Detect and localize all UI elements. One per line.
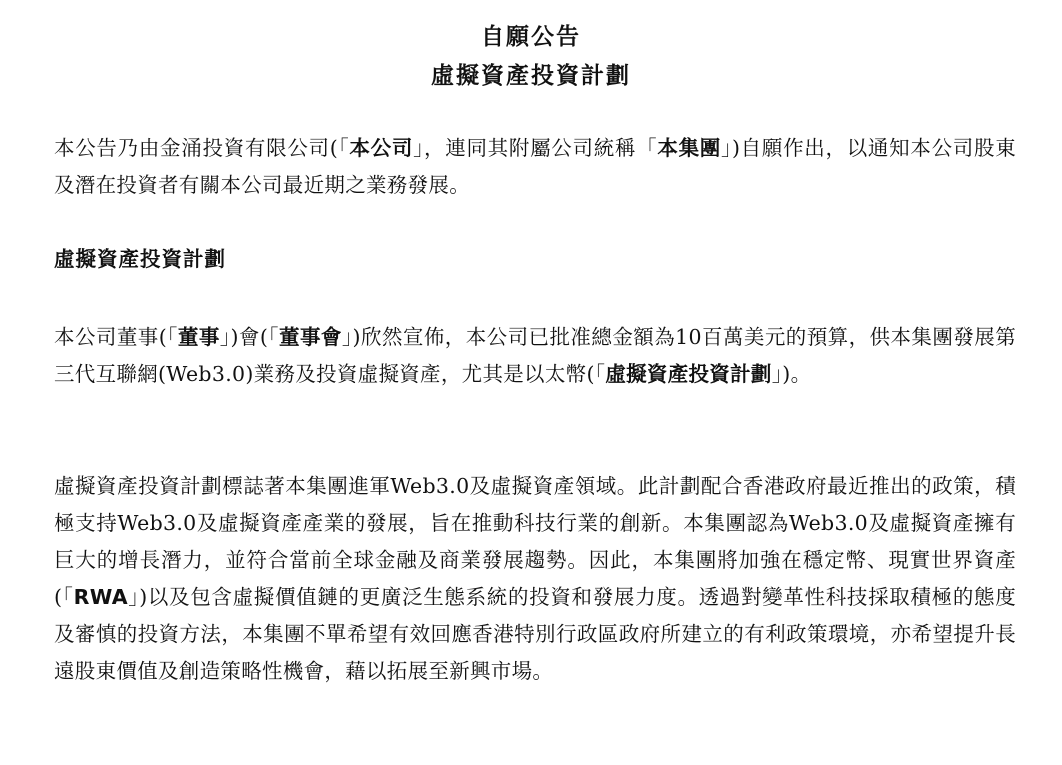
para2-defined-term-board: 董事會 bbox=[279, 325, 342, 349]
intro-text-3: 」)自願作出，以通知本公司股東及潛在投資者有關本公司最近期之業務發展。 bbox=[54, 136, 1017, 197]
announcement-subtitle: 虛擬資產投資計劃 bbox=[431, 63, 631, 89]
para2-text-1: 本公司董事(「 bbox=[54, 325, 178, 349]
intro-paragraph bbox=[54, 130, 1016, 204]
para2-text-2: 」)會(「 bbox=[219, 325, 279, 349]
board-announcement-paragraph bbox=[54, 319, 1016, 393]
announcement-title: 自願公告 bbox=[481, 24, 581, 50]
para2-defined-term-plan: 虛擬資產投資計劃 bbox=[605, 362, 772, 386]
intro-defined-term-group: 本集團 bbox=[657, 136, 721, 160]
para3-defined-term-rwa: RWA bbox=[73, 585, 128, 609]
intro-text-1: 本公告乃由金涌投資有限公司(「 bbox=[54, 136, 350, 160]
para2-text-3: 」)欣然宣佈，本公司已批准總金額為10百萬美元的預算，供本集團發展第三代互聯網(Web3.0)業務及投資虛擬資產，尤其是以太幣(「 bbox=[54, 325, 1017, 386]
para2-defined-term-directors: 董事 bbox=[177, 325, 220, 349]
intro-defined-term-company: 本公司 bbox=[349, 136, 414, 160]
para2-text-4: 」)。 bbox=[771, 362, 812, 386]
intro-text-2: 」，連同其附屬公司統稱「 bbox=[413, 136, 658, 160]
strategy-paragraph bbox=[54, 468, 1016, 690]
para3-text-1: 虛擬資產投資計劃標誌著本集團進軍Web3.0及虛擬資產領域。此計劃配合香港政府最近推出的政策，積極支持Web3.0及虛擬資產產業的發展，旨在推動科技行業的創新。本集團認為Web3.0及虛擬資產擁有巨大的增長潛力，並符合當前全球金融及商業發展趨勢。因此，本集團將加強在穩定幣、現實世界資產(「 bbox=[54, 474, 1016, 609]
section-heading: 虛擬資產投資計劃 bbox=[54, 247, 226, 271]
para3-text-2: 」)以及包含虛擬價值鏈的更廣泛生態系統的投資和發展力度。透過對變革性科技採取積極的態度及審慎的投資方法，本集團不單希望有效回應香港特別行政區政府所建立的有利政策環境，亦希望提升長遠股東價值及創造策略性機會，藉以拓展至新興市場。 bbox=[54, 585, 1016, 683]
